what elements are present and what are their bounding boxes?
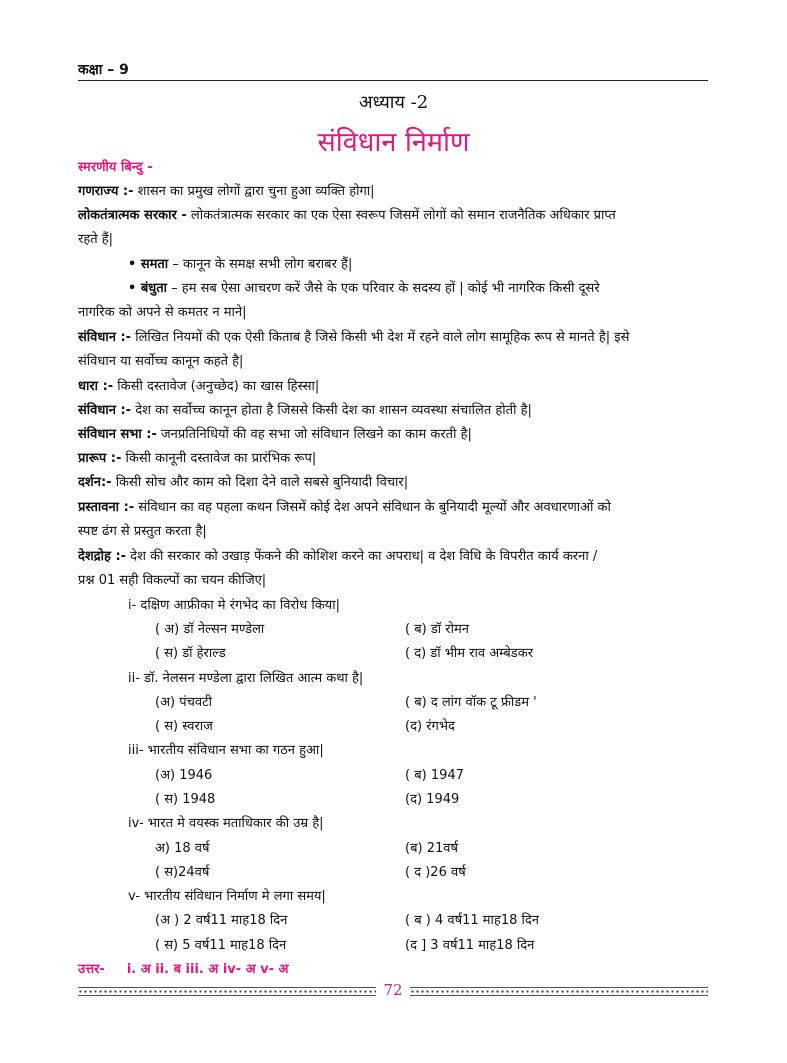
def-text: – कानून के समक्ष सभी लोग बराबर हैं| [168,257,353,272]
def-samvidhan-2 [78,403,532,419]
mcq-option: अ) 18 वर्ष [155,841,210,856]
mcq-question: i- दक्षिण आफ्रीका मे रंगभेद का विरोध किया| [128,598,340,613]
def-text: शासन का प्रमुख लोगों द्वारा चुना हुआ व्यक्ति होगा| [133,184,375,199]
page-number: 72 [378,977,408,1003]
def-term: संविधान :- [78,403,132,418]
def-dhara [78,379,319,395]
mcq-option: ( द) डॉ भीम राव अम्बेडकर [405,646,534,661]
def-text-cont: रहते हैं| [78,232,114,247]
def-text: लिखित नियमों की एक ऐसी किताब है जिसे किसी भी देश में रहने वाले लोग सामूहिक रूप से मानते है| इसे [131,330,630,345]
def-text: किसी सोच और काम को दिशा देने वाले सबसे बुनियादी विचार| [111,475,409,490]
def-text: लोकतंत्रात्मक सरकार का एक ऐसा स्वरूप जिसमें लोगों को समान राजनैतिक अधिकार प्राप्त [186,208,616,223]
def-bandhuta [128,281,600,297]
def-term: प्रारूप :- [78,451,122,466]
mcq-question: iv- भारत मे वयस्क मताधिकार की उम्र है| [128,816,324,831]
question-heading: प्रश्न 01 सही विकल्पों का चयन कीजिए| [78,573,267,588]
answer-line [78,962,288,978]
footer-border-left [78,987,376,996]
mcq-option: (ब) 21वर्ष [405,841,458,856]
chapter-title: संविधान निर्माण [317,127,470,158]
def-prastavana [78,500,611,516]
def-term: दर्शन:- [78,475,112,490]
def-text-cont: संविधान या सर्वोच्च कानून कहते है| [78,354,244,369]
def-term: संविधान :- [78,330,132,345]
def-text-cont: नागरिक को अपने से कमतर न माने| [78,305,247,320]
mcq-question: ii- डॉ. नेलसन मण्डेला द्वारा लिखित आत्म कथा है| [128,671,364,686]
mcq-option: ( स) डॉ हेराल्ड [155,646,226,661]
mcq-option: ( अ) डॉ नेल्सन मण्डेला [155,622,265,637]
def-prarup [78,451,316,467]
def-text: देश का सर्वोच्च कानून होता है जिससे किसी देश का शासन व्यवस्था संचालित होती है| [131,403,532,418]
mcq-option: (अ ) 2 वर्ष11 माह18 दिन [155,913,288,928]
def-text: देश की सरकार को उखाड़ फेंकने की कोशिश करने का अपराध| व देश विधि के विपरीत कार्य करना / [126,549,598,564]
def-text: किसी दस्तावेज (अनुच्छेद) का खास हिस्सा| [113,379,320,394]
def-darshan [78,475,408,491]
def-lokatantra [78,208,616,224]
def-term: देशद्रोह :- [78,549,127,564]
def-term: • समता [128,257,169,272]
mcq-option: (अ) 1946 [155,768,213,783]
def-term: लोकतंत्रात्मक सरकार - [78,208,187,223]
mcq-option: ( स)24वर्ष [155,865,210,880]
mcq-question: iii- भारतीय संविधान सभा का गठन हुआ| [128,743,324,758]
mcq-option: ( ब) द लांग वॉक टू फ्रीडम ' [405,695,537,710]
def-text: किसी कानूनी दस्तावेज का प्रारंभिक रूप| [121,451,317,466]
def-term: गणराज्य :- [78,184,134,199]
answer-text: i. अ ii. ब iii. अ iv- अ v- अ [126,962,289,977]
def-text-cont: स्पष्ट ढंग से प्रस्तुत करता है| [78,524,207,539]
mcq-option: ( स) स्वराज [155,719,213,734]
def-term: धारा :- [78,379,114,394]
def-text: संविधान का वह पहला कथन जिसमें कोई देश अपने संविधान के बुनियादी मूल्यों और अवधारणाओं को [134,500,611,515]
chapter-number: अध्याय -2 [358,92,429,113]
mcq-option: ( स) 1948 [155,792,216,807]
section-heading: स्मरणीय बिन्दु - [78,160,153,175]
def-samvidhan-1 [78,330,629,346]
footer-border-right [410,987,708,996]
def-text: – हम सब ऐसा आचरण करें जैसे के एक परिवार के सदस्य हों | कोई भी नागरिक किसी दूसरे [167,281,600,296]
def-ganrajya [78,184,375,200]
mcq-question: v- भारतीय संविधान निर्माण मे लगा समय| [128,889,326,904]
answer-label: उत्तर- [78,962,105,977]
mcq-option: ( स) 5 वर्ष11 माह18 दिन [155,938,287,953]
def-samvidhan-sabha [78,427,472,443]
mcq-option: ( ब ) 4 वर्ष11 माह18 दिन [405,913,539,928]
mcq-option: (द ] 3 वर्ष11 माह18 दिन [405,938,535,953]
def-term: प्रस्तावना :- [78,500,135,515]
mcq-option: (अ) पंचवटी [155,695,212,710]
mcq-option: ( द )26 वर्ष [405,865,466,880]
mcq-option: (द) रंगभेद [405,719,455,734]
mcq-option: ( ब) 1947 [405,768,464,783]
def-deshdroh [78,549,597,565]
mcq-option: (द) 1949 [405,792,460,807]
mcq-option: ( ब) डॉ रोमन [405,622,469,637]
def-term: संविधान सभा :- [78,427,157,442]
header-rule [78,80,708,81]
def-term: • बंधुता [128,281,168,296]
class-label: कक्षा – 9 [78,62,129,78]
page-footer [78,983,708,997]
def-text: जनप्रतिनिधियों की वह सभा जो संविधान लिखने का काम करती है| [156,427,472,442]
def-samta [128,257,352,273]
